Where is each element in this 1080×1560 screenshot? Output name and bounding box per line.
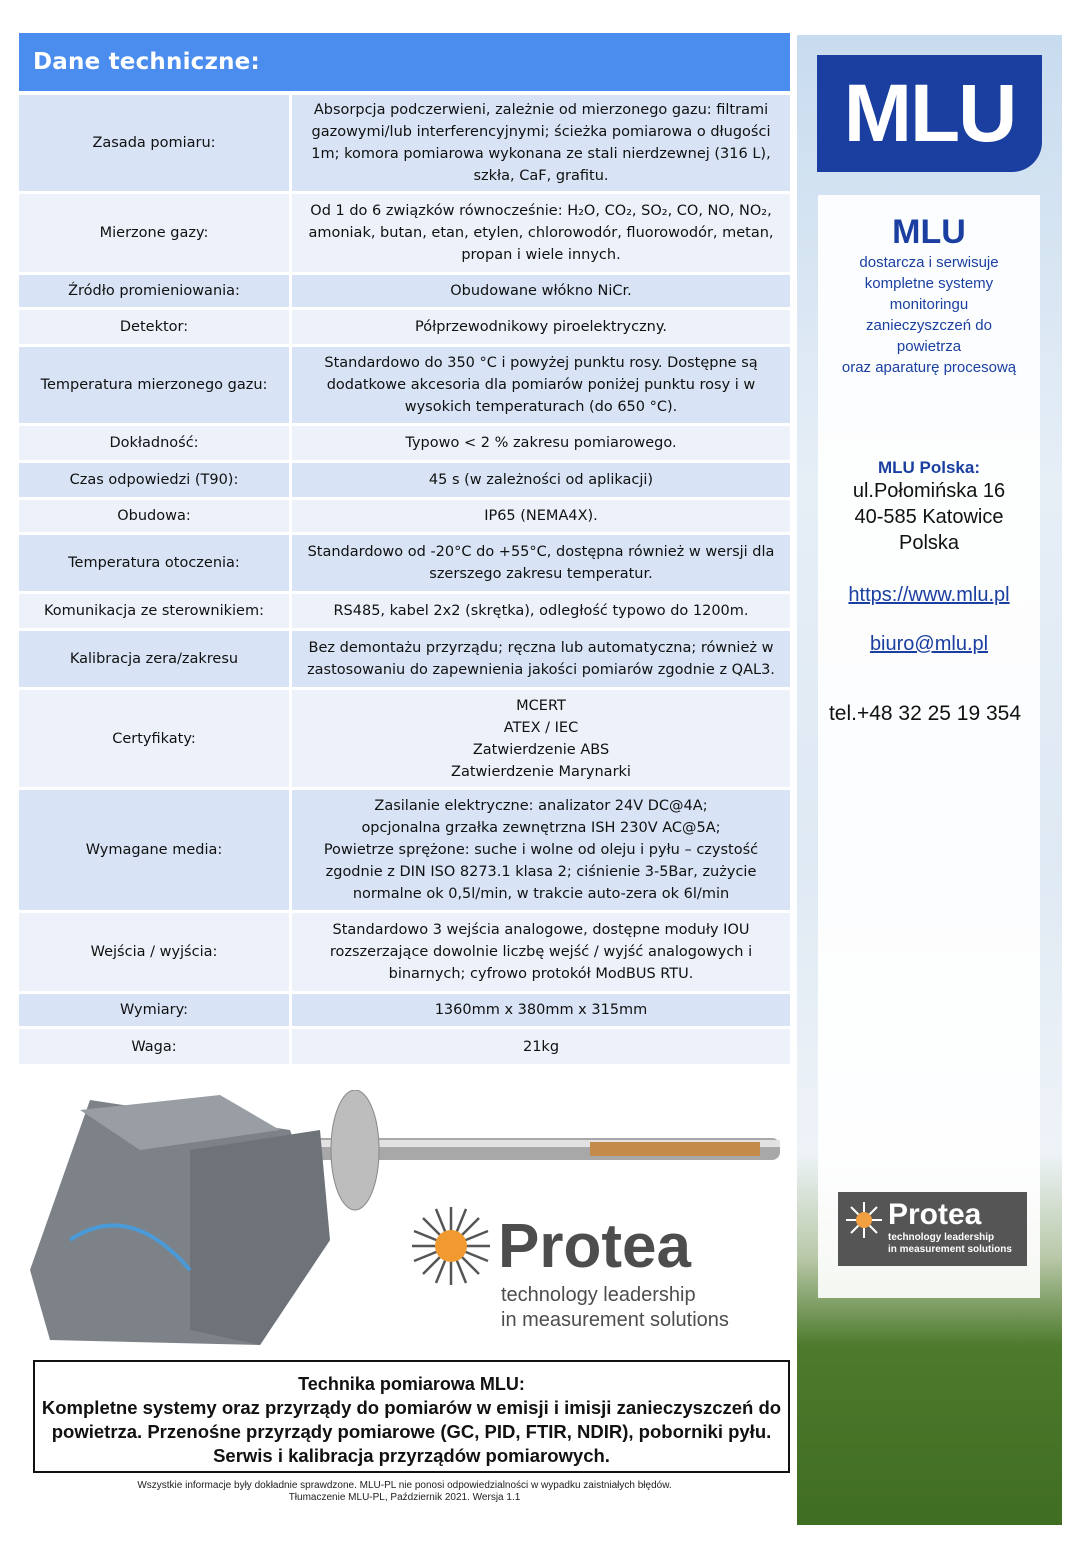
row-value: Obudowane włókno NiCr.	[292, 275, 790, 307]
table-row	[19, 95, 790, 191]
row-value: Standardowo do 350 °C i powyżej punktu rosy. Dostępne są dodatkowe akcesoria dla pomiarów poniżej punktu rosy i w wysokich temperaturach (do 650 °C).	[292, 347, 790, 423]
row-label: Temperatura mierzonego gazu:	[19, 347, 289, 423]
company-title: MLU	[892, 213, 966, 251]
table-row	[19, 594, 790, 628]
description-line: dostarcza i serwisuje	[859, 254, 999, 271]
row-label: Czas odpowiedzi (T90):	[19, 463, 289, 497]
protea-logo: Protea technology leadership in measurement solutions	[410, 1205, 760, 1335]
summary-box	[33, 1360, 790, 1473]
phone: tel.+48 32 25 19 354	[828, 702, 1022, 725]
row-label: Wymiary:	[19, 994, 289, 1026]
row-value: RS485, kabel 2x2 (skrętka), odległość typowo do 1200m.	[292, 594, 790, 628]
summary-text: Kompletne systemy oraz przyrządy do pomiarów w emisji i imisji zanieczyszczeń do powietrza. Przenośne przyrządy pomiarowe (GC, PID, FTIR, NDIR), poborniki pyłu. Serwis i kalibracja przyrządów pomiarowych.	[41, 1397, 782, 1466]
row-label: Waga:	[19, 1029, 289, 1064]
table-row	[19, 790, 790, 910]
row-value: Standardowo 3 wejścia analogowe, dostępne moduły IOU rozszerzające dowolnie liczbę wejść / wyjść analogowych i binarnych; cyfrowo protokół ModBUS RTU.	[292, 913, 790, 991]
row-label: Dokładność:	[19, 426, 289, 460]
description-line: oraz aparaturę procesową	[841, 359, 1017, 376]
table-row	[19, 426, 790, 460]
row-value: IP65 (NEMA4X).	[292, 500, 790, 532]
table-row	[19, 500, 790, 532]
mlu-logo: MLU	[817, 55, 1042, 172]
row-label: Zasada pomiaru:	[19, 95, 289, 191]
row-label: Wejścia / wyjścia:	[19, 913, 289, 991]
row-label: Komunikacja ze sterownikiem:	[19, 594, 289, 628]
sun-icon	[844, 1200, 884, 1240]
row-label: Źródło promieniowania:	[19, 275, 289, 307]
table-row	[19, 194, 790, 272]
row-label: Detektor:	[19, 310, 289, 344]
table-row	[19, 631, 790, 687]
row-value: 1360mm x 380mm x 315mm	[292, 994, 790, 1026]
table-row	[19, 275, 790, 307]
table-row	[19, 1029, 790, 1064]
table-row	[19, 310, 790, 344]
address-line: ul.Połomińska 16	[852, 480, 1006, 502]
row-value: Bez demontażu przyrządu; ręczna lub automatyczna; również w zastosowaniu do zapewnienia jakości pomiarów zgodnie z QAL3.	[292, 631, 790, 687]
description-line: powietrza	[896, 338, 962, 355]
sun-icon	[410, 1205, 492, 1287]
row-label: Obudowa:	[19, 500, 289, 532]
company-branch: MLU Polska:	[877, 458, 981, 477]
row-value: Zasilanie elektryczne: analizator 24V DC@4A; opcjonalna grzałka zewnętrzna ISH 230V AC@5A; Powietrze sprężone: suche i wolne od oleju i pyłu – czystość zgodnie z DIN ISO 8273.1 klasa 2; ciśnienie 3-5Bar, zużycie normalne ok 0,5l/min, w trakcie auto-zera ok 6l/min	[292, 790, 790, 910]
table-row	[19, 913, 790, 991]
description-line: kompletne systemy	[864, 275, 994, 292]
row-value: MCERT ATEX / IEC Zatwierdzenie ABS Zatwierdzenie Marynarki	[292, 690, 790, 787]
row-value: Typowo < 2 % zakresu pomiarowego.	[292, 426, 790, 460]
row-value: 21kg	[292, 1029, 790, 1064]
row-label: Kalibracja zera/zakresu	[19, 631, 289, 687]
table-row	[19, 463, 790, 497]
row-label: Certyfikaty:	[19, 690, 289, 787]
row-label: Temperatura otoczenia:	[19, 535, 289, 591]
contact-panel	[818, 195, 1040, 1298]
section-title: Dane techniczne:	[19, 33, 790, 91]
summary-title: Technika pomiarowa MLU:	[298, 1374, 525, 1394]
description-line: monitoringu	[889, 296, 969, 313]
address	[818, 478, 1040, 556]
row-value: 45 s (w zależności od aplikacji)	[292, 463, 790, 497]
row-value: Od 1 do 6 związków równocześnie: H₂O, CO₂, SO₂, CO, NO, NO₂, amoniak, butan, etan, etylen, chlorowodór, fluorowodór, metan, propan i wiele innych.	[292, 194, 790, 272]
spec-table	[19, 95, 790, 1067]
table-row	[19, 690, 790, 787]
email-link[interactable]: biuro@mlu.pl	[869, 633, 989, 655]
address-line: Polska	[898, 532, 960, 554]
website-link[interactable]: https://www.mlu.pl	[848, 584, 1010, 606]
protea-logo-small: Protea technology leadership in measurement solutions	[838, 1192, 1027, 1266]
row-label: Wymagane media:	[19, 790, 289, 910]
address-line: 40-585 Katowice	[854, 506, 1004, 528]
description-line: zanieczyszczeń do	[866, 317, 992, 334]
table-row	[19, 535, 790, 591]
row-value: Standardowo od -20°C do +55°C, dostępna również w wersji dla szerszego zakresu temperatur.	[292, 535, 790, 591]
footer: Wszystkie informacje były dokładnie sprawdzone. MLU-PL nie ponosi odpowiedzialności w wypadku zaistniałych błędów. Tłumaczenie MLU-PL, Październik 2021. Wersja 1.1	[137, 1480, 672, 1503]
table-row	[19, 347, 790, 423]
company-description	[818, 252, 1040, 378]
row-value: Absorpcja podczerwieni, zależnie od mierzonego gazu: filtrami gazowymi/lub interferencyjnymi; ścieżka pomiarowa o długości 1m; komora pomiarowa wykonana ze stali nierdzewnej (316 L), szkła, CaF, grafitu.	[292, 95, 790, 191]
row-label: Mierzone gazy:	[19, 194, 289, 272]
row-value: Półprzewodnikowy piroelektryczny.	[292, 310, 790, 344]
table-row	[19, 994, 790, 1026]
